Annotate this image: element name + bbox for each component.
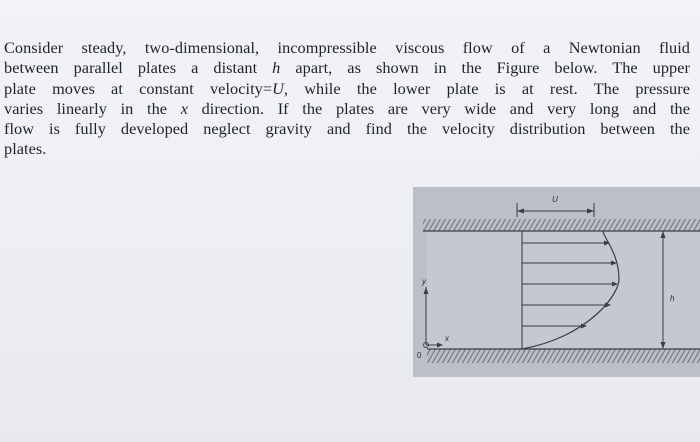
text-segment: apart, as shown in the Figure below. The upper — [280, 58, 690, 78]
problem-line — [4, 99, 690, 119]
problem-statement — [4, 38, 690, 160]
math-variable: h — [272, 58, 281, 78]
origin-label: 0 — [417, 351, 422, 360]
height-label: h — [670, 294, 675, 303]
upper-plate-hatching — [423, 219, 700, 231]
text-segment: , while the lower plate is at rest. The pressure — [283, 78, 690, 98]
problem-line — [4, 58, 690, 78]
flow-diagram — [413, 187, 700, 377]
flow-region — [427, 231, 700, 349]
math-variable: U — [272, 78, 284, 98]
text-segment: flow is fully developed neglect gravity and find the velocity distribution between the — [4, 119, 690, 139]
problem-line — [4, 119, 690, 139]
problem-line — [4, 79, 690, 99]
y-axis-label: y — [422, 277, 426, 286]
problem-line — [4, 139, 690, 159]
flow-figure — [413, 187, 700, 377]
text-segment: plate moves at constant velocity= — [4, 78, 273, 98]
velocity-label: U — [552, 195, 558, 204]
lower-plate-hatching — [427, 349, 700, 363]
problem-line — [4, 38, 690, 58]
math-variable: x — [180, 98, 188, 118]
text-segment: direction. If the plates are very wide and very long and the — [187, 98, 690, 118]
text-segment: between parallel plates a distant — [4, 58, 273, 78]
text-segment: plates. — [4, 139, 47, 159]
x-axis-label: x — [445, 334, 449, 343]
text-segment: Consider steady, two-dimensional, incompressible viscous flow of a Newtonian fluid — [4, 38, 690, 57]
text-segment: varies linearly in the — [4, 98, 181, 118]
